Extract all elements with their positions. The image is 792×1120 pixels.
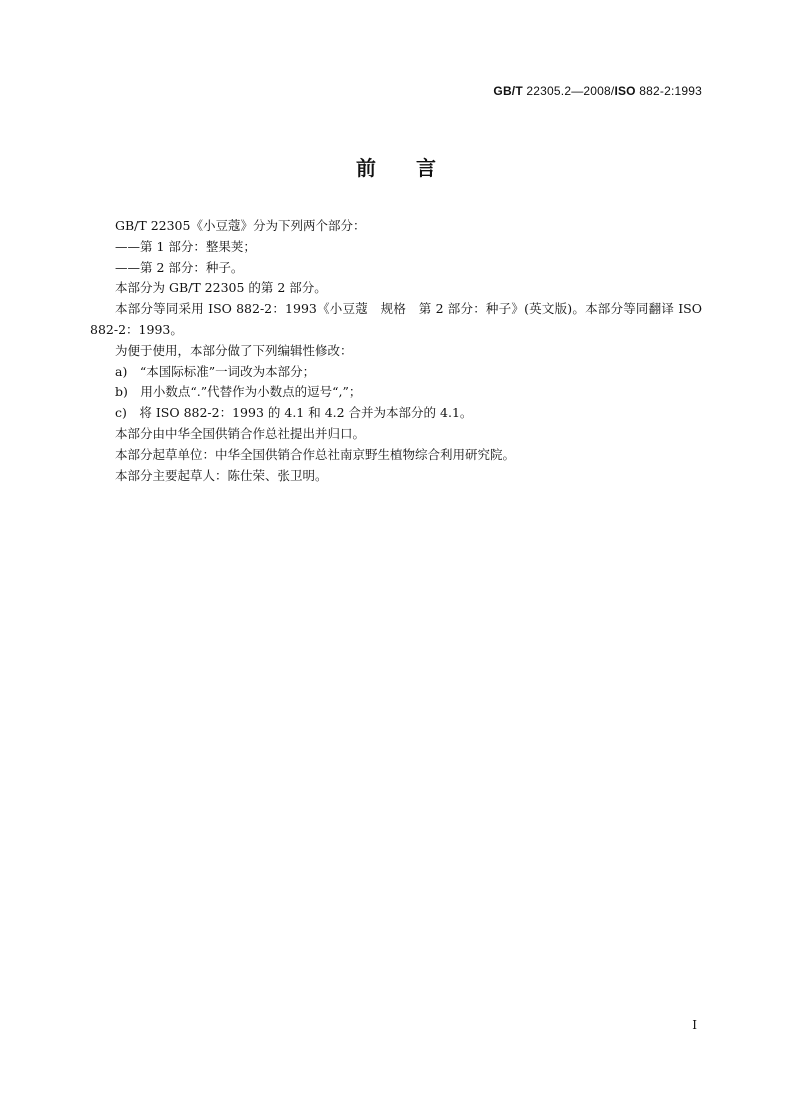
paragraph-adoption: 本部分等同采用 ISO 882-2：1993《小豆蔻 规格 第 2 部分：种子》(英文版)。本部分等同翻译 ISO 882-2：1993。 [90,301,706,337]
standard-code [493,84,702,98]
foreword-body [90,216,706,486]
page-number: I [692,1018,697,1032]
paragraph-edits-intro: 为便于使用，本部分做了下列编辑性修改： [115,342,353,358]
paragraph-this-part: 本部分为 GB/T 22305 的第 2 部分。 [115,280,327,296]
standard-code-prefix: GB/T [493,84,523,98]
list-item-edit-c: c) 将 ISO 882-2：1993 的 4.1 和 4.2 合并为本部分的 4.1。 [115,405,473,421]
list-item-edit-a: a) “本国际标准”一词改为本部分； [115,363,316,379]
paragraph-parts-intro: GB/T 22305《小豆蔻》分为下列两个部分： [115,218,366,233]
standard-code-iso: ISO [614,84,636,98]
list-item-part-1: ——第 1 部分：整果荚； [115,238,256,254]
paragraph-drafting-unit: 本部分起草单位：中华全国供销合作总社南京野生植物综合利用研究院。 [115,446,516,462]
standard-code-number: 22305.2—2008/ [526,84,615,98]
standard-code-iso-number: 882-2:1993 [639,84,702,98]
page-title: 前言 [356,156,476,180]
paragraph-proposer: 本部分由中华全国供销合作总社提出并归口。 [115,425,366,441]
list-item-part-2: ——第 2 部分：种子。 [115,259,244,275]
paragraph-drafters: 本部分主要起草人：陈仕荣、张卫明。 [115,467,328,483]
list-item-edit-b: b) 用小数点“.”代替作为小数点的逗号“,”； [115,384,362,400]
